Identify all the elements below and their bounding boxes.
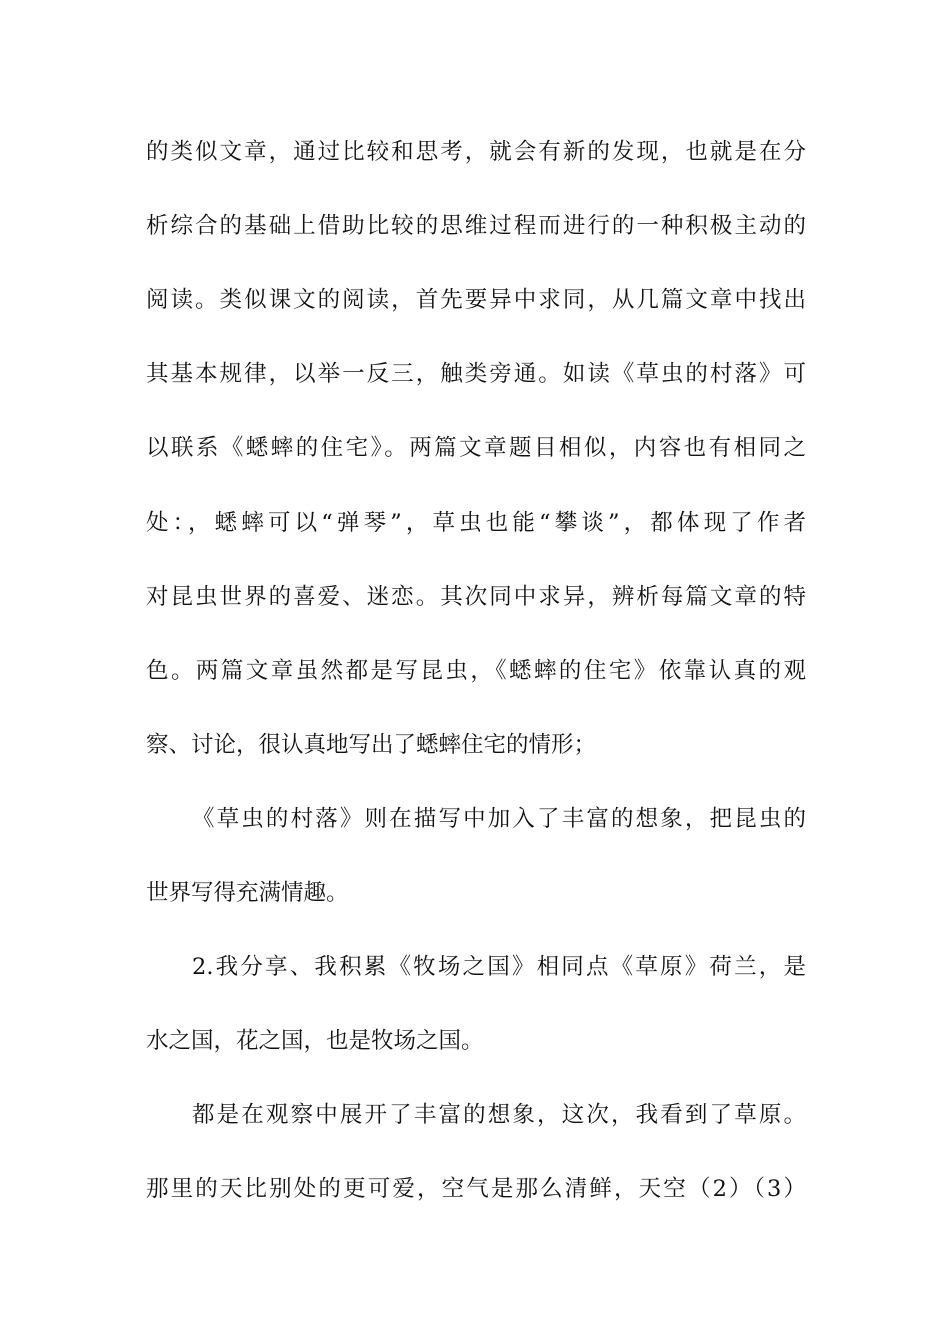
text-line: 对昆虫世界的喜爱、迷恋。其次同中求异，辨析每篇文章的特 [146,584,806,610]
paragraph-start-line: 2.我分享、我积累《牧场之国》相同点《草原》荷兰，是 [192,954,806,980]
text-line: 阅读。类似课文的阅读，首先要异中求同，从几篇文章中找出 [146,287,806,313]
text-line: 水之国，花之国，也是牧场之国。 [146,1028,484,1054]
text-line: 那里的天比别处的更可爱，空气是那么清鲜，天空（2）（3） [146,1176,806,1202]
text-line: 的类似文章，通过比较和思考，就会有新的发现，也就是在分 [146,139,806,165]
paragraph-start-line: 都是在观察中展开了丰富的想象，这次，我看到了草原。 [192,1102,806,1128]
text-line: 析综合的基础上借助比较的思维过程而进行的一种积极主动的 [146,213,806,239]
paragraph-start-line: 《草虫的村落》则在描写中加入了丰富的想象，把昆虫的 [192,806,806,832]
text-line: 其基本规律，以举一反三，触类旁通。如读《草虫的村落》可 [146,361,806,387]
text-line: 以联系《蟋蟀的住宅》。两篇文章题目相似，内容也有相同之 [146,435,806,461]
text-line: 处：，蟋蟀可以“弹琴”，草虫也能“攀谈”，都体现了作者 [146,510,806,536]
text-line: 色。两篇文章虽然都是写昆虫，《蟋蟀的住宅》依靠认真的观 [146,658,806,684]
text-line: 察、讨论，很认真地写出了蟋蟀住宅的情形； [146,732,597,758]
text-line: 世界写得充满情趣。 [146,880,349,906]
